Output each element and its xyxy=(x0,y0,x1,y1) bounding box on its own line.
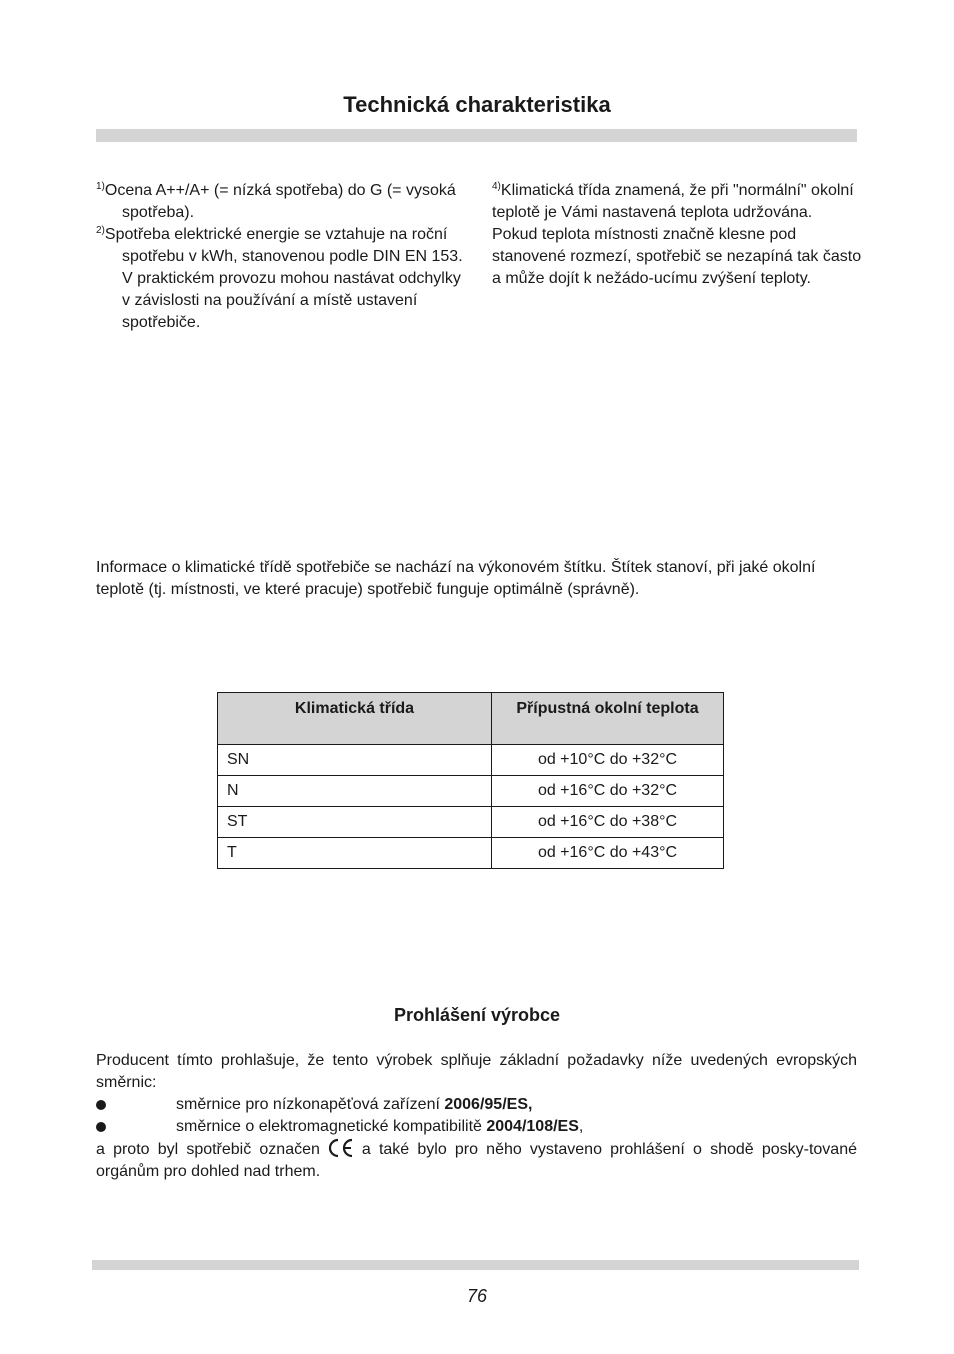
climate-info-paragraph: Informace o klimatické třídě spotřebiče se nachází na výkonovém štítku. Štítek stanoví, při jaké okolní teplotě (tj. místnosti, ve které pracuje) spotřebič funguje optimálně (správně). xyxy=(96,559,816,598)
footnotes-right xyxy=(492,180,862,290)
declaration-intro: Producent tímto prohlašuje, že tento výrobek splňuje základní požadavky níže uvedených evropských směrnic: xyxy=(96,1052,857,1091)
table-row xyxy=(218,838,724,869)
column-header-class: Klimatická třída xyxy=(218,693,492,745)
declaration-closing xyxy=(96,1138,857,1183)
page-title: Technická charakteristika xyxy=(343,92,611,117)
climate-class-cell: N xyxy=(218,776,492,807)
climate-class-cell: SN xyxy=(218,745,492,776)
footnote-marker: 4) xyxy=(492,181,501,192)
table-row xyxy=(218,807,724,838)
climate-class-cell: T xyxy=(218,838,492,869)
ce-mark-icon xyxy=(326,1138,356,1158)
declaration-body xyxy=(96,1050,857,1183)
table-header-row xyxy=(218,693,724,745)
declaration-title: Prohlášení výrobce xyxy=(393,1005,561,1025)
temperature-range-cell: od +16°C do +32°C xyxy=(492,776,724,807)
directive-suffix: , xyxy=(578,1118,584,1135)
footnote-text: Klimatická třída znamená, že při "normální" okolní teplotě je Vámi nastavená teplota udržována. Pokud teplota místnosti značně klesne pod stanovené rozmezí, spotřebič se nezapíná tak často a může dojít k nežádo-ucímu zvýšení teploty. xyxy=(492,182,862,287)
climate-class-cell: ST xyxy=(218,807,492,838)
footnote-2 xyxy=(96,224,466,334)
footnote-4 xyxy=(492,180,862,290)
directive-text: směrnice pro nízkonapěťová zařízení xyxy=(176,1096,445,1113)
footnote-text: Spotřeba elektrické energie se vztahuje na roční spotřebu v kWh, stanovenou podle DIN EN 153. V praktickém provozu mohou nastávat odchylky v závislosti na používání a místě ustavení spotřebiče. xyxy=(104,226,463,331)
directive-code: 2006/95/ES, xyxy=(444,1096,533,1113)
climate-class-table xyxy=(217,692,724,869)
footnote-1 xyxy=(96,180,466,224)
footnotes-left xyxy=(96,180,466,334)
table-row xyxy=(218,745,724,776)
footnote-marker: 1) xyxy=(96,181,105,192)
closing-text-before: a proto byl spotřebič označen xyxy=(96,1141,320,1158)
closing-text-after: a také bylo pro něho vystaveno prohlášení o shodě posky-tované orgánům pro dohled nad trhem. xyxy=(96,1141,857,1180)
header-divider xyxy=(96,129,857,142)
directive-item xyxy=(96,1094,857,1116)
footnote-marker: 2) xyxy=(96,225,105,236)
bullet-icon xyxy=(96,1122,106,1132)
directive-code: 2004/108/ES xyxy=(486,1118,579,1135)
page-number: 76 xyxy=(466,1286,488,1306)
footer-divider xyxy=(92,1260,859,1270)
footnote-text: Ocena A++/A+ (= nízká spotřeba) do G (= vysoká spotřeba). xyxy=(104,182,456,221)
column-header-temperature: Přípustná okolní teplota xyxy=(492,693,724,745)
directive-text: směrnice o elektromagnetické kompatibilitě xyxy=(176,1118,487,1135)
directive-item xyxy=(96,1116,857,1138)
temperature-range-cell: od +16°C do +38°C xyxy=(492,807,724,838)
table-row xyxy=(218,776,724,807)
bullet-icon xyxy=(96,1100,106,1110)
temperature-range-cell: od +16°C do +43°C xyxy=(492,838,724,869)
temperature-range-cell: od +10°C do +32°C xyxy=(492,745,724,776)
